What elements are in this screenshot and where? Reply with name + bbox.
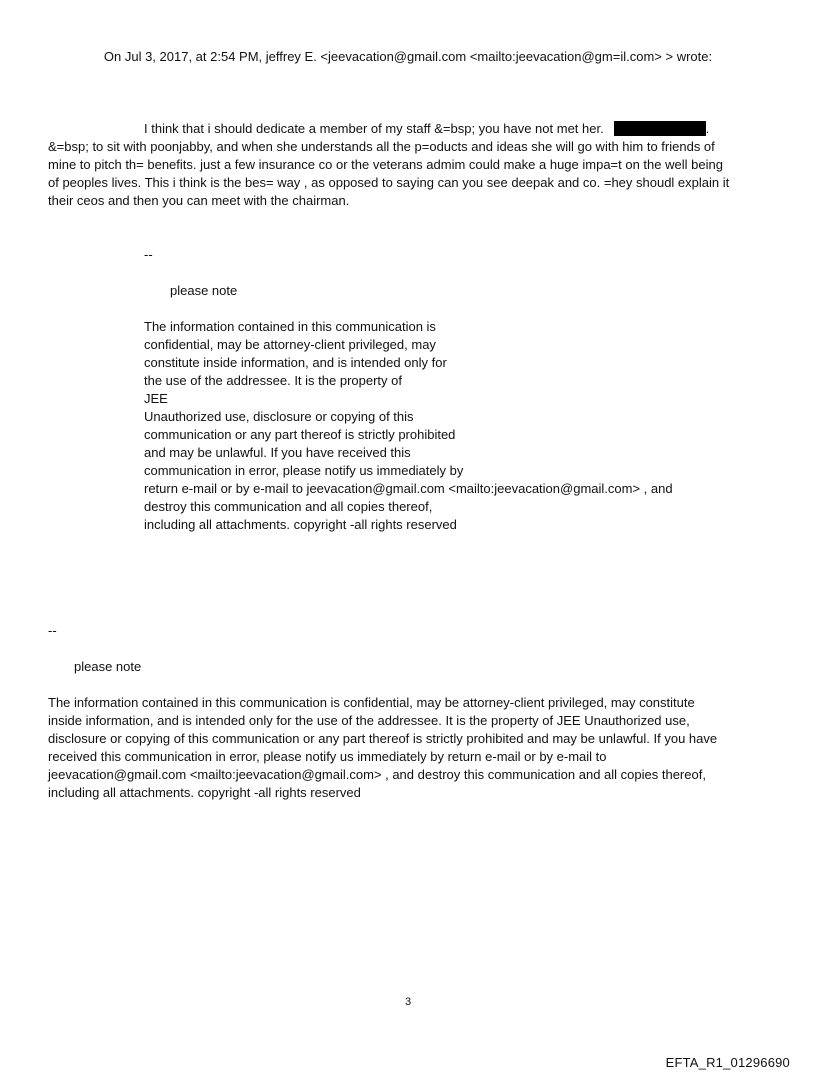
message-line: of peoples lives. This i think is the bes= way , as opposed to saying can you see deepak and co. =hey shoudl explain it [48,175,730,190]
notice-line: communication or any part thereof is strictly prohibited [144,427,456,442]
message-line: I think that i should dedicate a member of my staff &=bsp; you have not met her. . [144,121,710,136]
message-line: their ceos and then you can meet with the chairman. [48,193,350,208]
notice-line: JEE [144,391,168,406]
notice-line: inside information, and is intended only for the use of the addressee. It is the property of JEE Unauthorized use, [48,713,690,728]
notice-line: The information contained in this communication is confidential, may be attorney-client privileged, may constitute [48,695,695,710]
notice-line: Unauthorized use, disclosure or copying of this [144,409,414,424]
outer-signature-separator: -- [48,623,57,638]
message-line: mine to pitch th= benefits. just a few insurance co or the veterans admim could make a huge impa=t on the well being [48,157,723,172]
inner-signature-separator: -- [144,247,153,262]
notice-line: the use of the addressee. It is the property of [144,373,402,388]
page-number: 3 [404,996,412,1008]
notice-line: disclosure or copying of this communication or any part thereof is strictly prohibited and may be unlawful. If you have [48,731,718,746]
notice-line: communication in error, please notify us immediately by [144,463,464,478]
reply-header: On Jul 3, 2017, at 2:54 PM, jeffrey E. <jeevacation@gmail.com <mailto:jeevacation@gm=il.com> > wrote: [103,49,713,64]
notice-line: The information contained in this communication is [144,319,436,334]
notice-line: confidential, may be attorney-client privileged, may [144,337,436,352]
notice-line: jeevacation@gmail.com <mailto:jeevacation@gmail.com> , and destroy this communication and all copies thereof, [48,767,706,782]
message-line: &=bsp; to sit with poonjabby, and when she understands all the p=oducts and ideas she will go with him to friends of [48,139,715,154]
notice-line: constitute inside information, and is intended only for [144,355,447,370]
outer-please-note: please note [74,659,142,674]
outer-confidentiality-notice [48,694,717,802]
inner-please-note: please note [170,283,238,298]
bates-number: EFTA_R1_01296690 [665,1055,790,1070]
notice-line: and may be unlawful. If you have received this [144,445,411,460]
message-body [48,120,729,210]
inner-confidentiality-notice [144,318,673,534]
notice-line: destroy this communication and all copies thereof, [144,499,433,514]
notice-line: return e-mail or by e-mail to jeevacation@gmail.com <mailto:jeevacation@gmail.com> , and [144,481,673,496]
notice-line: including all attachments. copyright -all rights reserved [48,785,361,800]
notice-line: received this communication in error, please notify us immediately by return e-mail or by e-mail to [48,749,607,764]
notice-line: including all attachments. copyright -all rights reserved [144,517,457,532]
redaction-box [614,121,706,136]
